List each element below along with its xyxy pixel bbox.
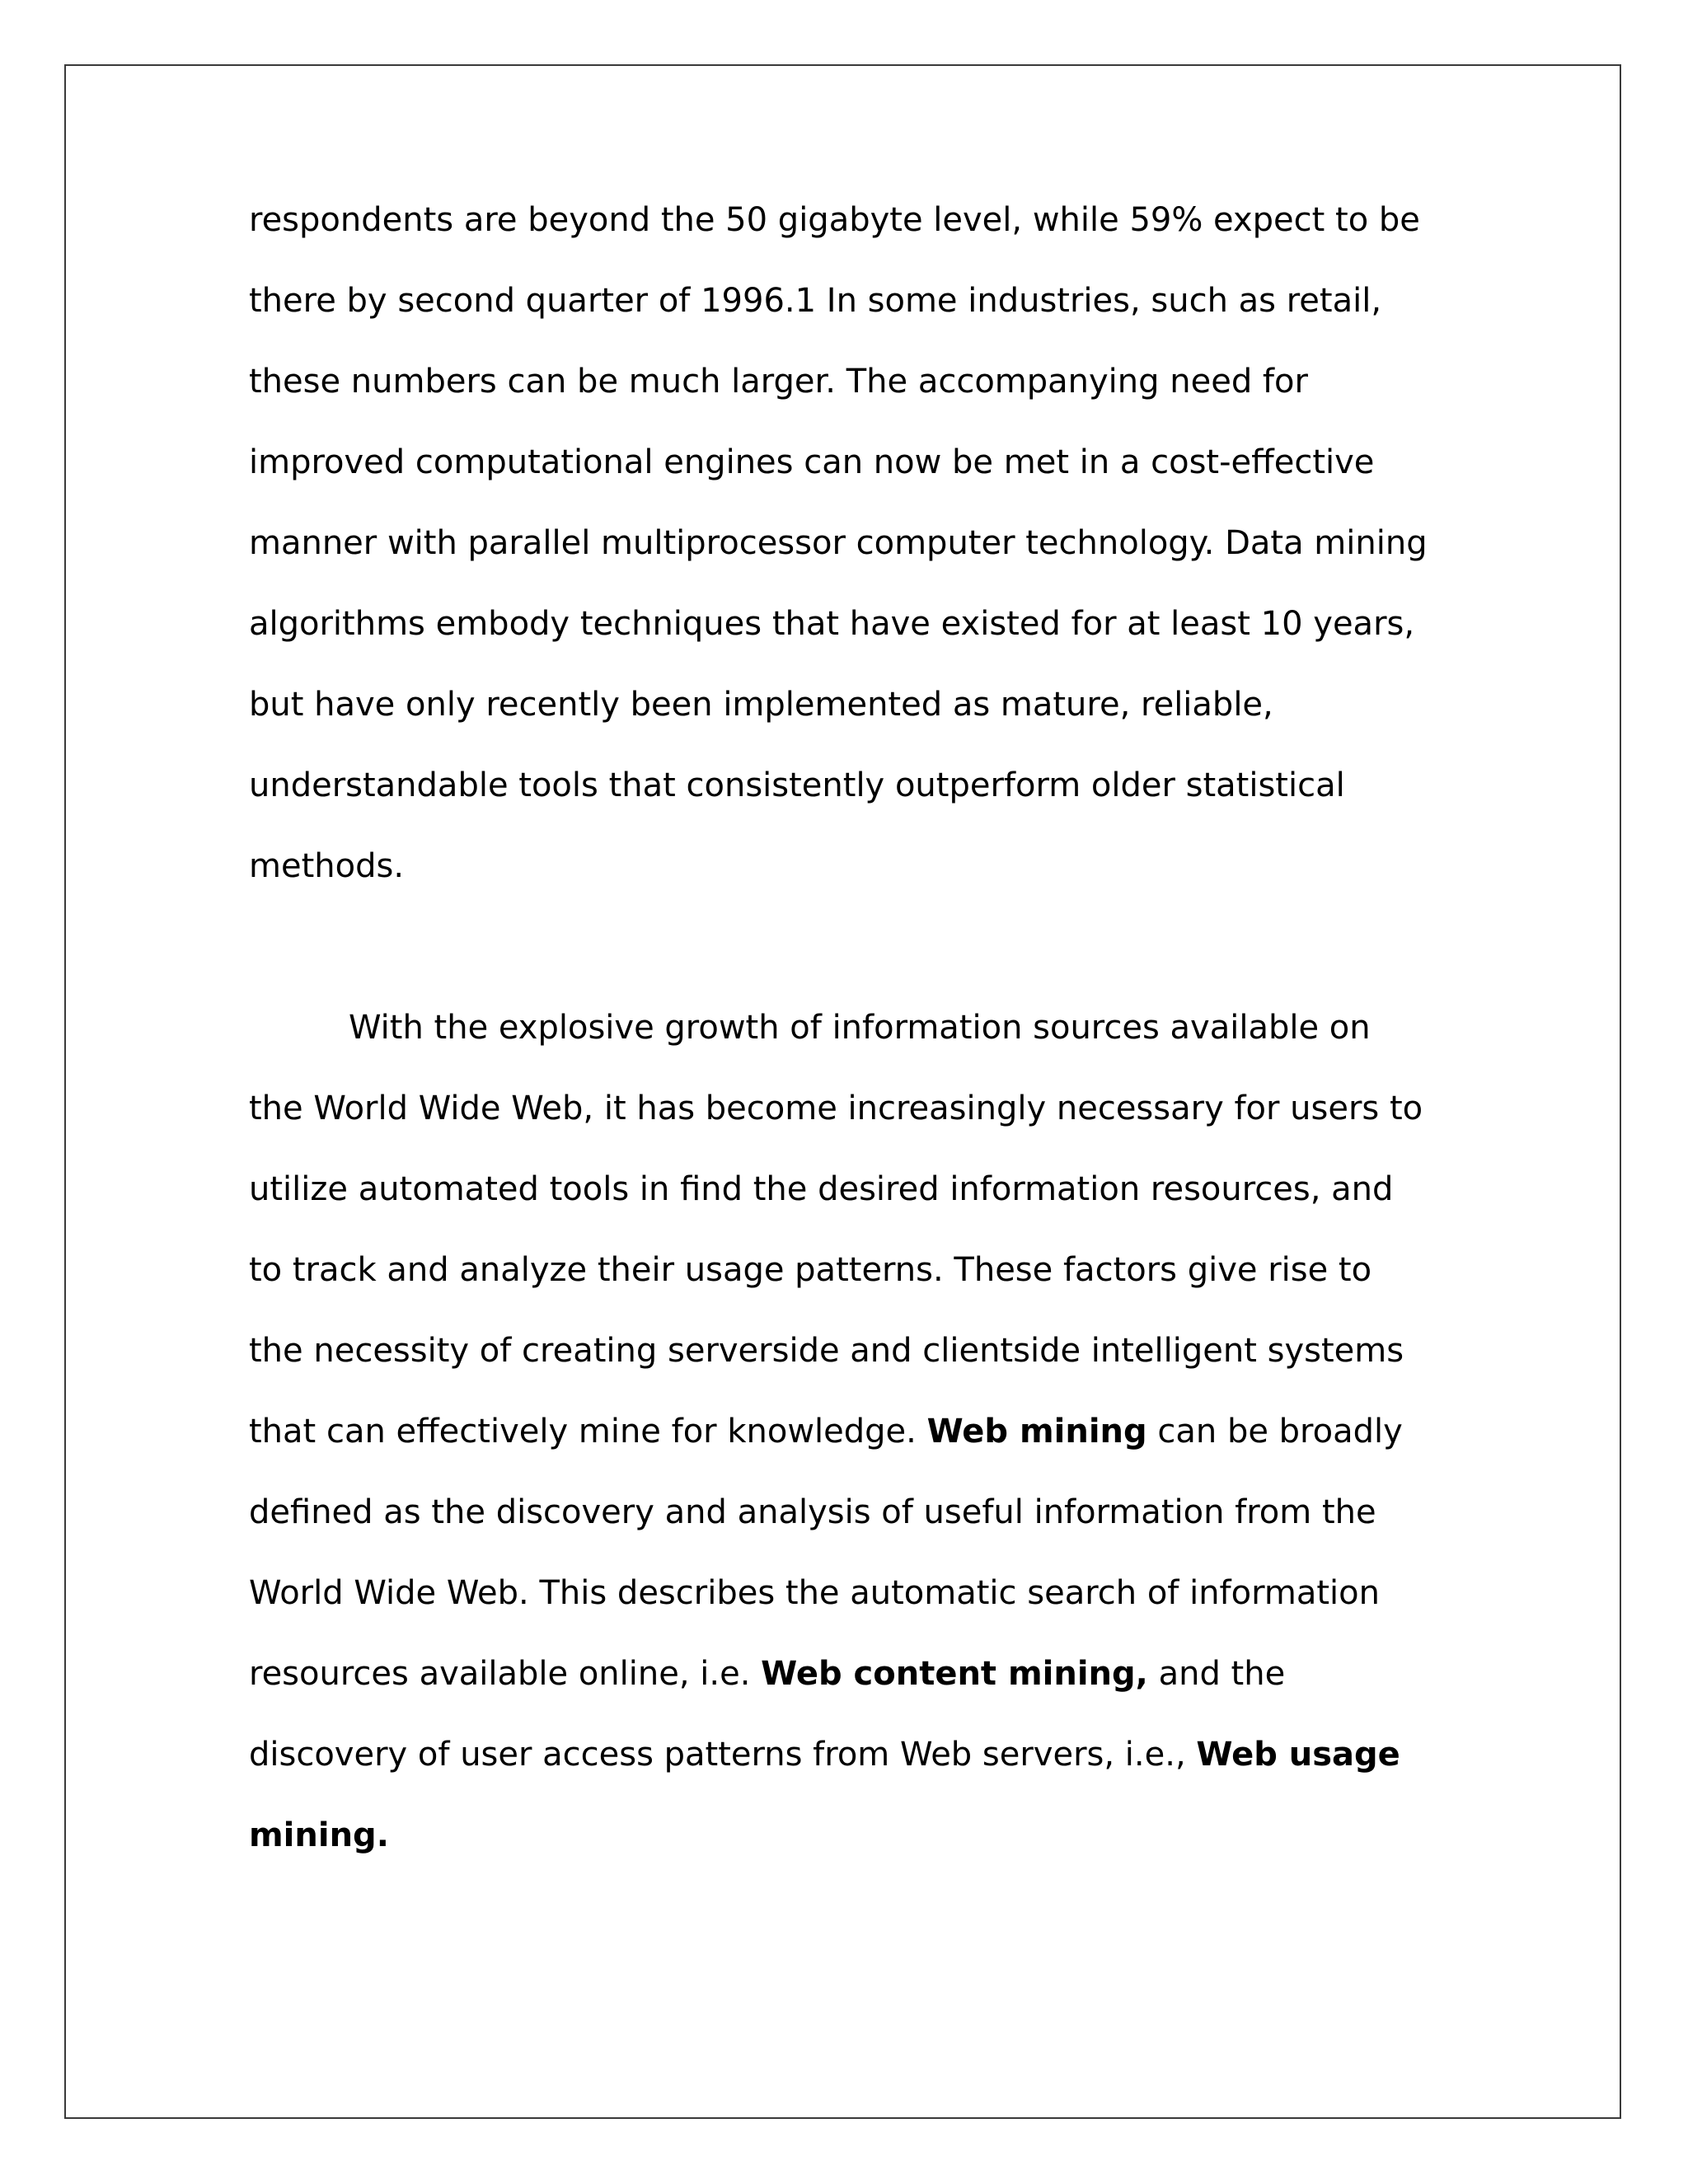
term-web-content-mining: Web content mining, [761, 1655, 1148, 1693]
text-line [249, 1633, 1452, 1714]
paragraph-1 [249, 180, 1452, 907]
text-line: there by second quarter of 1996.1 In some industries, such as retail, [249, 282, 1382, 320]
text-run: can be broadly [1146, 1413, 1403, 1451]
text-line: understandable tools that consistently outperform older statistical [249, 766, 1345, 804]
text-line: respondents are beyond the 50 gigabyte level, while 59% expect to be [249, 201, 1420, 239]
text-line [249, 1714, 1452, 1795]
text-line: algorithms embody techniques that have existed for at least 10 years, [249, 605, 1415, 643]
text-line: the World Wide Web, it has become increasingly necessary for users to [249, 1090, 1423, 1127]
text-line: With the explosive growth of information sources available on [349, 1009, 1371, 1047]
text-line: World Wide Web. This describes the automatic search of information [249, 1574, 1380, 1612]
text-line: to track and analyze their usage patterns. These factors give rise to [249, 1251, 1372, 1289]
term-web-usage-mining: Web usage [1196, 1736, 1400, 1774]
text-line: manner with parallel multiprocessor computer technology. Data mining [249, 524, 1428, 562]
text-line: mining. [249, 1816, 389, 1854]
text-run: discovery of user access patterns from Web servers, i.e., [249, 1736, 1197, 1774]
text-line: methods. [249, 847, 405, 885]
text-line: improved computational engines can now be met in a cost-effective [249, 443, 1375, 481]
text-run: that can effectively mine for knowledge. [249, 1413, 927, 1451]
text-run: and the [1147, 1655, 1286, 1693]
text-line: utilize automated tools in find the desired information resources, and [249, 1170, 1394, 1208]
text-line [249, 1391, 1452, 1472]
text-line: these numbers can be much larger. The accompanying need for [249, 363, 1308, 401]
text-line: the necessity of creating serverside and clientside intelligent systems [249, 1332, 1404, 1370]
paragraph-2 [249, 987, 1452, 1876]
text-line: but have only recently been implemented as mature, reliable, [249, 686, 1273, 724]
text-line: defined as the discovery and analysis of useful information from the [249, 1493, 1376, 1531]
text-run: resources available online, i.e. [249, 1655, 762, 1693]
term-web-mining: Web mining [926, 1413, 1147, 1451]
